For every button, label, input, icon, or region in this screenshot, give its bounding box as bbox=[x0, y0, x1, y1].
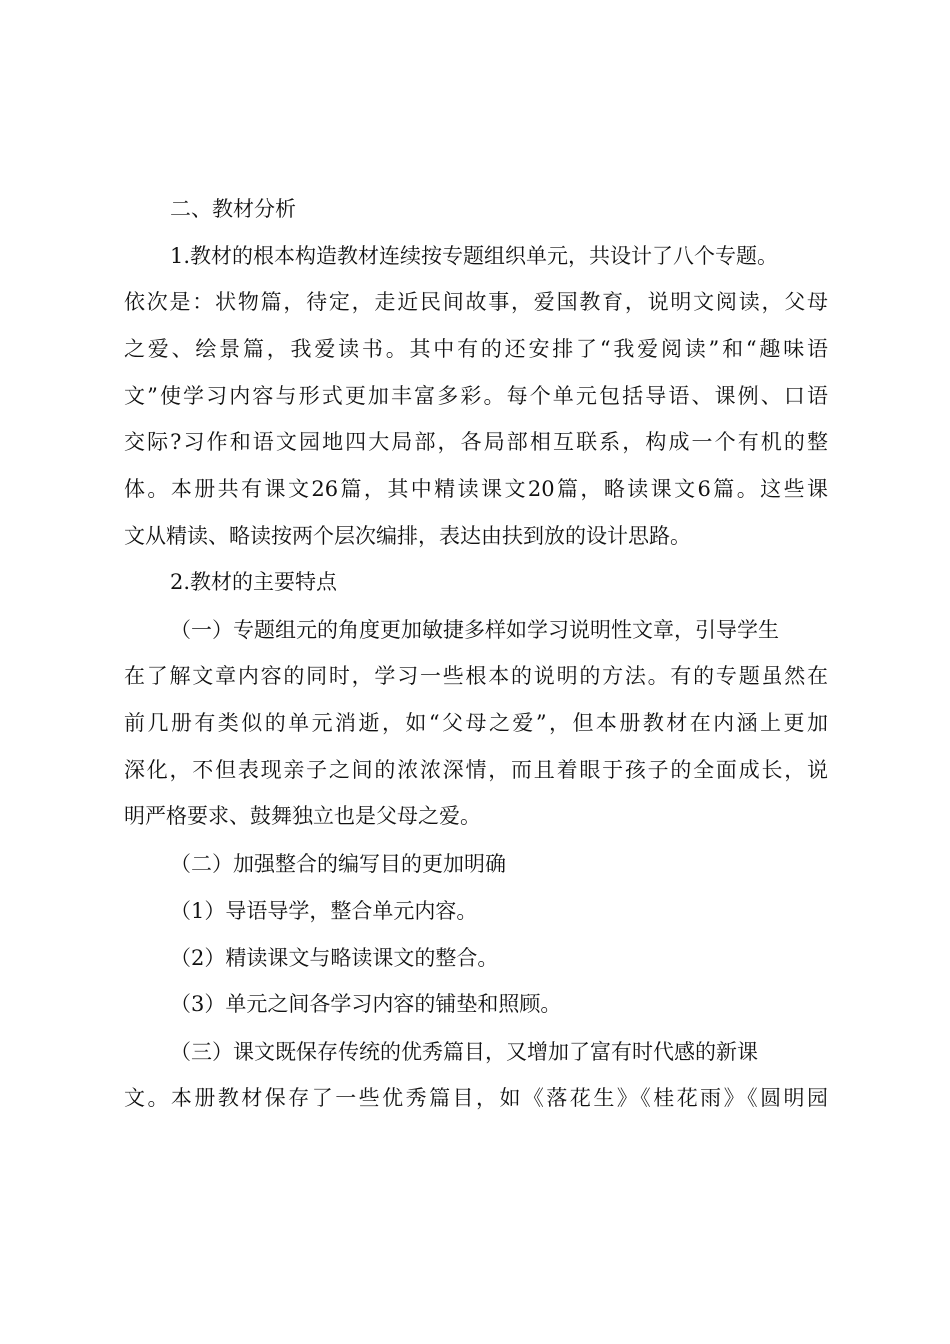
list-item bbox=[0, 986, 950, 1022]
para1-line7-text: 文从精读、略读按两个层次编排，表达由扶到放的设计思路。 bbox=[124, 524, 691, 548]
para1-line bbox=[0, 471, 950, 507]
para1-line bbox=[0, 238, 950, 274]
para1-line bbox=[0, 378, 950, 414]
list-item bbox=[0, 846, 950, 882]
para2-line5-text: 明严格要求、鼓舞独立也是父母之爱。 bbox=[124, 804, 481, 828]
list-item bbox=[0, 940, 950, 976]
item-two-3-text: （3）单元之间各学习内容的铺垫和照顾。 bbox=[170, 992, 562, 1016]
para1-line2-text: 依次是：状物篇，待定，走近民间故事，爱国教育，说明文阅读，父母 bbox=[124, 290, 828, 314]
section-heading bbox=[0, 191, 950, 227]
para2-line4-text: 深化，不但表现亲子之间的浓浓深情，而且着眼于孩子的全面成长，说 bbox=[124, 758, 828, 782]
list-item bbox=[0, 893, 950, 929]
subheading bbox=[0, 564, 950, 600]
para3-line2-text: 文。本册教材保存了一些优秀篇目，如《落花生》《桂花雨》《圆明园 bbox=[124, 1086, 828, 1110]
section-heading-text: 二、教材分析 bbox=[170, 197, 296, 221]
item-two-1-text: （1）导语导学，整合单元内容。 bbox=[170, 899, 478, 923]
para2-line bbox=[0, 798, 950, 834]
para1-line1-text: 1.教材的根本构造教材连续按专题组织单元，共设计了八个专题。 bbox=[170, 244, 779, 268]
para2-line bbox=[0, 612, 950, 648]
para1-line bbox=[0, 424, 950, 460]
para2-line bbox=[0, 705, 950, 741]
para2-line3-text: 前几册有类似的单元消逝，如“父母之爱”，但本册教材在内涵上更加 bbox=[124, 711, 828, 735]
subheading2-text: 2.教材的主要特点 bbox=[170, 570, 338, 594]
para1-line bbox=[0, 284, 950, 320]
para1-line bbox=[0, 518, 950, 554]
para2-line bbox=[0, 752, 950, 788]
para1-line3-text: 之爱、绘景篇，我爱读书。其中有的还安排了“我爱阅读”和“趣味语 bbox=[124, 337, 828, 361]
item-two-text: （二）加强整合的编写目的更加明确 bbox=[170, 852, 506, 876]
item-two-2-text: （2）精读课文与略读课文的整合。 bbox=[170, 946, 499, 970]
para1-line bbox=[0, 331, 950, 367]
para2-line1-text: （一）专题组元的角度更加敏捷多样如学习说明性文章，引导学生 bbox=[170, 618, 779, 642]
para3-line bbox=[0, 1034, 950, 1070]
para2-line bbox=[0, 658, 950, 694]
para2-line2-text: 在了解文章内容的同时，学习一些根本的说明的方法。有的专题虽然在 bbox=[124, 664, 828, 688]
para1-line5-text: 交际?习作和语文园地四大局部，各局部相互联系，构成一个有机的整 bbox=[124, 430, 828, 454]
para3-line bbox=[0, 1080, 950, 1116]
para1-line4-text: 文”使学习内容与形式更加丰富多彩。每个单元包括导语、课例、口语 bbox=[124, 384, 828, 408]
para1-line6-text: 体。本册共有课文26篇，其中精读课文20篇，略读课文6篇。这些课 bbox=[124, 477, 828, 501]
para3-line1-text: （三）课文既保存传统的优秀篇目，又增加了富有时代感的新课 bbox=[170, 1040, 758, 1064]
